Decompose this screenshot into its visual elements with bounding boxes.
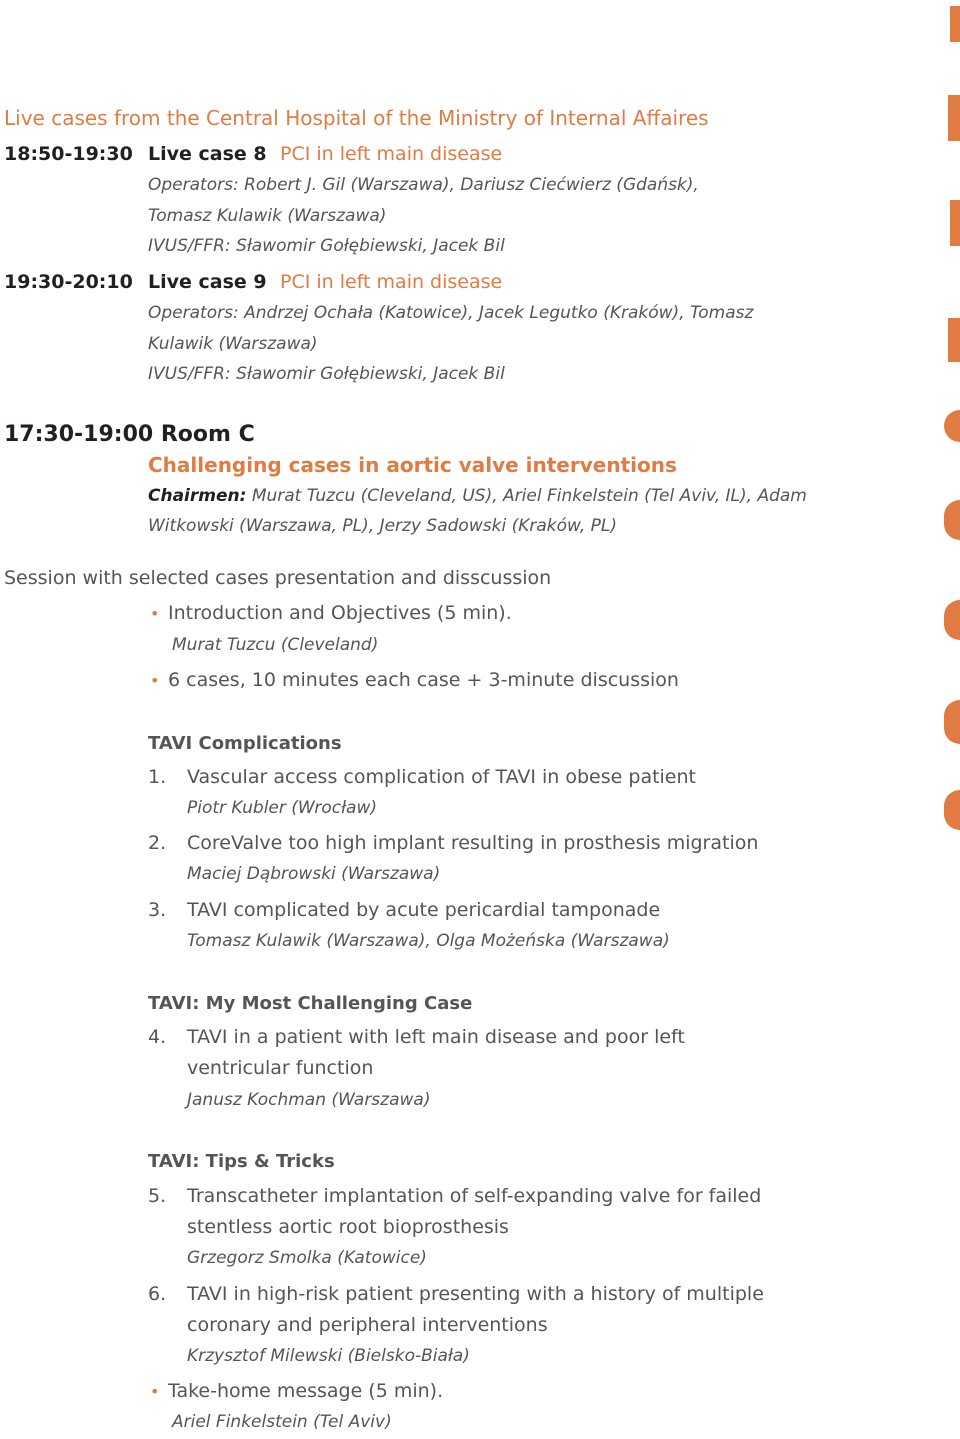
- item-3-title: TAVI complicated by acute pericardial tamponade: [187, 899, 661, 921]
- item-1-title: Vascular access complication of TAVI in obese patient: [187, 766, 696, 788]
- right-edge-decoration-8: [944, 700, 960, 744]
- item-1-speaker: Piotr Kubler (Wrocław): [187, 798, 377, 818]
- case9-operators-line2: Kulawik (Warszawa): [148, 334, 318, 354]
- case8-ivus: IVUS/FFR: Sławomir Gołębiewski, Jacek Bil: [148, 236, 505, 256]
- case9-operators-line1: Operators: Andrzej Ochała (Katowice), Jacek Legutko (Kraków), Tomasz: [148, 303, 754, 323]
- cases-note: 6 cases, 10 minutes each case + 3-minute discussion: [168, 669, 679, 691]
- right-edge-decoration-2: [948, 95, 960, 141]
- item-2-title: CoreValve too high implant resulting in prosthesis migration: [187, 832, 759, 854]
- right-edge-decoration-1: [950, 6, 960, 42]
- item-4-speaker: Janusz Kochman (Warszawa): [187, 1090, 431, 1110]
- case9-label: Live case 9: [148, 271, 267, 293]
- item-6-number: 6.: [148, 1283, 167, 1305]
- case9-time: 19:30-20:10: [4, 271, 133, 293]
- closing-title: Take-home message (5 min).: [168, 1380, 444, 1402]
- case8-operators-line1: Operators: Robert J. Gil (Warszawa), Dariusz Ciećwierz (Gdańsk),: [148, 175, 699, 195]
- right-edge-decoration-5: [944, 410, 960, 442]
- session-time-room: 17:30-19:00 Room C: [4, 422, 255, 447]
- item-6-speaker: Krzysztof Milewski (Bielsko-Biała): [187, 1346, 470, 1366]
- item-4-number: 4.: [148, 1026, 167, 1048]
- bullet-icon: •: [150, 604, 160, 623]
- chairmen-names-1: Murat Tuzcu (Cleveland, US), Ariel Finkelstein (Tel Aviv, IL), Adam: [251, 486, 807, 506]
- case9-title: PCI in left main disease: [280, 271, 503, 293]
- item-4-title-line1: TAVI in a patient with left main disease and poor left: [187, 1026, 685, 1048]
- chairmen-label: Chairmen:: [148, 486, 247, 506]
- item-5-title-line1: Transcatheter implantation of self-expanding valve for failed: [187, 1185, 762, 1207]
- item-6-title-line1: TAVI in high-risk patient presenting with a history of multiple: [187, 1283, 764, 1305]
- bullet-icon: •: [150, 1382, 160, 1401]
- item-5-title-line2: stentless aortic root bioprosthesis: [187, 1216, 509, 1238]
- chairmen-line2: Witkowski (Warszawa, PL), Jerzy Sadowski (Kraków, PL): [148, 516, 617, 536]
- chairmen-line1: [148, 488, 807, 505]
- case8-time: 18:50-19:30: [4, 143, 133, 165]
- session-title: Challenging cases in aortic valve interventions: [148, 453, 677, 477]
- session-description: Session with selected cases presentation and disscussion: [4, 567, 552, 589]
- item-4-title-line2: ventricular function: [187, 1057, 374, 1079]
- item-1-number: 1.: [148, 766, 167, 788]
- item-5-speaker: Grzegorz Smolka (Katowice): [187, 1248, 427, 1268]
- right-edge-decoration-3: [950, 200, 960, 246]
- section-tips: TAVI: Tips & Tricks: [148, 1151, 335, 1172]
- item-3-speaker: Tomasz Kulawik (Warszawa), Olga Możeńska (Warszawa): [187, 931, 670, 951]
- item-6-title-line2: coronary and peripheral interventions: [187, 1314, 548, 1336]
- case8-title: PCI in left main disease: [280, 143, 503, 165]
- closing-speaker: Ariel Finkelstein (Tel Aviv): [172, 1412, 392, 1432]
- live-cases-heading: Live cases from the Central Hospital of the Ministry of Internal Affaires: [4, 106, 709, 130]
- item-2-number: 2.: [148, 832, 167, 854]
- right-edge-decoration-7: [944, 600, 960, 640]
- case8-label: Live case 8: [148, 143, 267, 165]
- item-2-speaker: Maciej Dąbrowski (Warszawa): [187, 864, 441, 884]
- intro-speaker: Murat Tuzcu (Cleveland): [172, 635, 379, 655]
- item-5-number: 5.: [148, 1185, 167, 1207]
- section-complications: TAVI Complications: [148, 733, 342, 754]
- case8-operators-line2: Tomasz Kulawik (Warszawa): [148, 206, 387, 226]
- item-3-number: 3.: [148, 899, 167, 921]
- intro-title: Introduction and Objectives (5 min).: [168, 602, 512, 624]
- right-edge-decoration-4: [948, 318, 960, 362]
- case9-ivus: IVUS/FFR: Sławomir Gołębiewski, Jacek Bil: [148, 364, 505, 384]
- bullet-icon: •: [150, 671, 160, 690]
- section-challenging: TAVI: My Most Challenging Case: [148, 993, 473, 1014]
- right-edge-decoration-6: [944, 500, 960, 540]
- right-edge-decoration-9: [944, 790, 960, 830]
